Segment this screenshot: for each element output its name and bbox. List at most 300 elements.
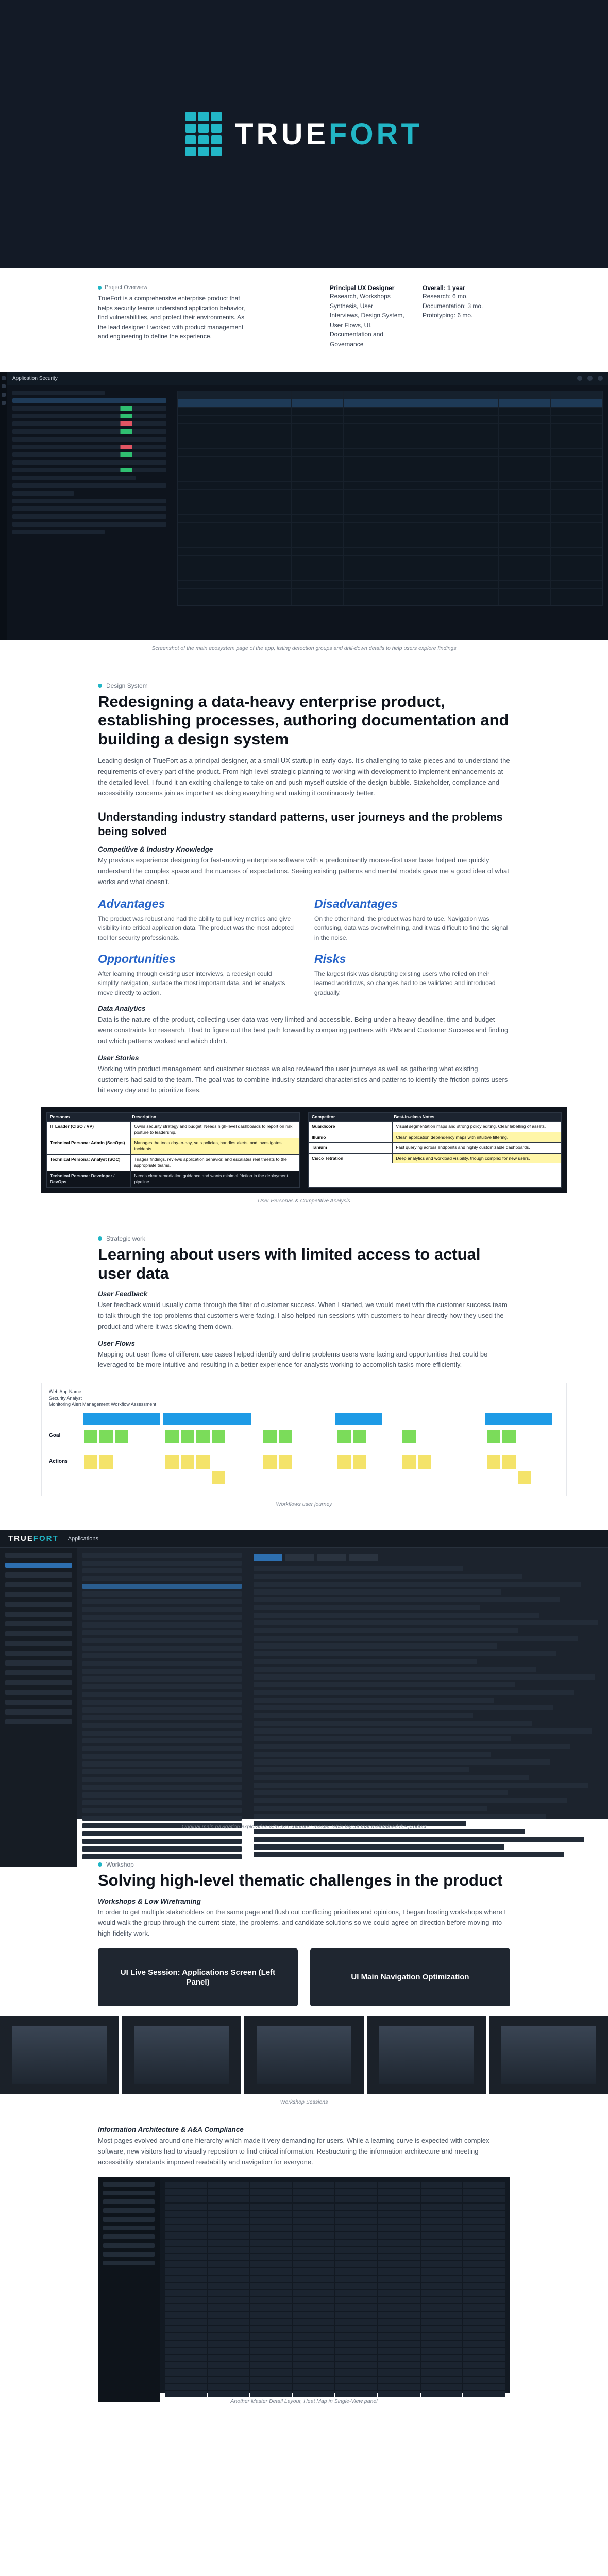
table-header [309,1113,561,1121]
heat-cell [165,2391,207,2397]
table-cell [292,465,343,473]
heat-cell [250,2247,292,2253]
heat-cell [208,2384,249,2390]
table-cell [447,531,499,539]
heat-cell [208,2225,249,2231]
subheading: User Stories [98,1054,139,1062]
heat-cell [293,2384,334,2390]
gear-icon[interactable] [2,401,6,405]
chart-icon[interactable] [2,393,6,397]
nav-item[interactable] [5,1602,72,1607]
nav-item[interactable] [5,1553,72,1558]
nav-item[interactable] [103,2226,155,2230]
table-cell [395,548,447,556]
table-cell [292,449,343,457]
list-item[interactable] [82,1715,242,1720]
table-cell [178,572,292,581]
heat-cell [250,2341,292,2347]
list-item[interactable] [82,1653,242,1658]
heat-cell [293,2240,334,2246]
heat-cell [293,2276,334,2282]
table-cell [344,523,396,531]
table-cell [447,523,499,531]
list-item[interactable] [12,421,166,426]
list-item[interactable] [82,1839,242,1844]
nav-item[interactable] [103,2182,155,2187]
heat-cell [378,2348,420,2354]
user-journey-map [41,1383,567,1496]
table-cell [551,531,603,539]
heat-cell [378,2290,420,2296]
sticky-note [502,1430,516,1443]
table-cell: Deep analytics and workload visibility, though complex for new users. [393,1154,561,1163]
table-cell [395,589,447,597]
list-item[interactable] [82,1800,242,1805]
nav-item[interactable] [103,2243,155,2248]
table-cell [344,408,396,416]
nav-item[interactable] [5,1563,72,1568]
shield-icon[interactable] [2,384,6,388]
persona-competitor-tables [41,1107,567,1193]
detail-tabs [254,1554,602,1561]
sticky-note [115,1430,128,1443]
heat-cell [165,2182,207,2188]
list-item[interactable] [82,1576,242,1581]
table-cell [395,498,447,506]
intro-spacer [252,284,325,349]
nav-item[interactable] [5,1621,72,1626]
intro-section-label [98,284,247,291]
heat-cell [208,2268,249,2275]
list-item[interactable] [12,429,166,434]
column-header[interactable] [395,391,447,399]
detail-row [254,1783,588,1788]
list-item[interactable] [12,452,166,457]
list-item[interactable] [82,1808,242,1813]
timeline-line: Research: 6 mo. [423,293,468,300]
list-item[interactable] [12,414,166,418]
heat-cell [208,2377,249,2383]
detail-row [254,1844,504,1850]
table-cell [178,498,292,506]
nav-item[interactable] [103,2217,155,2222]
journey-stage [163,1413,251,1425]
heat-cell [421,2218,463,2224]
detail-row [254,1837,584,1842]
list-item[interactable] [82,1769,242,1774]
list-item[interactable] [82,1777,242,1782]
heat-cell [378,2391,420,2397]
heat-cell [165,2362,207,2368]
table-cell [395,399,447,408]
list-item[interactable] [82,1738,242,1743]
table-cell [447,515,499,523]
table-cell [292,432,343,440]
nav-item[interactable] [5,1592,72,1597]
tab[interactable] [349,1554,378,1561]
heat-cell [208,2261,249,2267]
table-cell [344,506,396,515]
table-cell [344,539,396,548]
tab[interactable] [285,1554,314,1561]
list-item[interactable] [82,1700,242,1705]
table-cell: Needs clear remediation guidance and wants minimal friction in the deployment pipeline. [131,1171,299,1187]
table-cell [292,515,343,523]
table-cell: Technical Persona: Analyst (SOC) [47,1155,131,1171]
heat-cell [165,2254,207,2260]
column-header[interactable] [551,391,603,399]
list-item[interactable] [82,1754,242,1759]
heat-cell [293,2348,334,2354]
table-cell [551,457,603,465]
detail-row [254,1613,539,1618]
table-cell: Technical Persona: Developer / DevOps [47,1171,131,1187]
sticky-note [99,1455,113,1469]
heat-cell [463,2341,505,2347]
table-cell [395,424,447,432]
application-list [77,1548,247,1867]
table-cell [447,440,499,449]
search-icon[interactable] [577,376,582,381]
table-cell [499,424,550,432]
heat-cell [250,2196,292,2202]
table-row [309,1153,561,1163]
nav-item[interactable] [5,1670,72,1675]
heat-cell [250,2261,292,2267]
table-cell [395,506,447,515]
list-item[interactable] [82,1854,242,1859]
timeline-line: Prototyping: 6 mo. [423,312,473,319]
list-item[interactable] [82,1746,242,1751]
icon-rail [0,372,7,640]
list-item[interactable] [82,1846,242,1852]
heat-cell [421,2189,463,2195]
swot-title: Disadvantages [314,896,398,910]
list-item[interactable] [82,1676,242,1682]
list-item[interactable] [82,1684,242,1689]
figure-caption: Workshop Sessions [280,2099,328,2106]
heat-cell [208,2369,249,2376]
heat-cell [378,2362,420,2368]
brand-suffix: FORT [329,117,423,151]
table-cell [499,564,550,572]
heat-cell [250,2182,292,2188]
nav-item[interactable] [103,2199,155,2204]
figure-caption: User Personas & Competitive Analysis [258,1197,350,1204]
list-item[interactable] [82,1615,242,1620]
detail-row [254,1790,508,1795]
table-cell [447,498,499,506]
subheading: Competitive & Industry Knowledge [98,845,213,854]
workshop-photo [122,2016,241,2094]
list-item[interactable] [82,1761,242,1767]
list-item[interactable] [12,460,166,465]
list-item[interactable] [82,1553,242,1558]
nav-item[interactable] [5,1582,72,1587]
table-cell [344,515,396,523]
intro-summary: TrueFort is a comprehensive enterprise product that helps security teams understand application behavior, find vulnerabilities, and protect their environments. As the lead designer I worked with product management and engineering to define the experience. [98,295,245,341]
column-header[interactable] [447,391,499,399]
list-item[interactable] [82,1831,242,1836]
brand-prefix: TRUE [8,1534,33,1544]
intro-summary-col [98,284,247,349]
list-item[interactable] [82,1561,242,1566]
list-item[interactable] [12,530,105,534]
heat-cell [293,2355,334,2361]
heat-cell [250,2333,292,2340]
tab[interactable] [254,1554,282,1561]
nav-item[interactable] [103,2261,155,2265]
list-item[interactable] [82,1646,242,1651]
list-item[interactable] [12,499,166,503]
heat-cell [378,2204,420,2210]
heat-cell [463,2355,505,2361]
list-item[interactable] [12,437,166,442]
table-cell [499,572,550,581]
detail-row [254,1682,515,1687]
table-cell [292,440,343,449]
table-cell [344,581,396,589]
table-cell [344,548,396,556]
journey-workflow: Monitoring Alert Management Workflow Assessment [49,1402,156,1408]
heat-cell [208,2218,249,2224]
column-header[interactable] [178,391,292,399]
heat-cell [378,2268,420,2275]
nav-item[interactable] [5,1572,72,1578]
heat-cell [208,2304,249,2311]
heat-cell [165,2204,207,2210]
table-cell [447,564,499,572]
table-cell [292,399,343,408]
table-cell [499,548,550,556]
heat-cell [421,2369,463,2376]
list-item[interactable] [12,506,166,511]
detail-row [254,1698,494,1703]
nav-item[interactable] [5,1709,72,1715]
table-cell [178,440,292,449]
role-line: Synthesis, User [330,302,374,310]
table-cell [178,416,292,424]
heat-cell [421,2333,463,2340]
table-cell [499,539,550,548]
heat-cell [378,2189,420,2195]
sticky-note [487,1430,500,1443]
list-item[interactable] [82,1599,242,1604]
heat-cell [165,2333,207,2340]
list-item[interactable] [12,491,74,496]
nav-item[interactable] [5,1700,72,1705]
nav-item[interactable] [103,2252,155,2257]
heat-cell [293,2377,334,2383]
avatar[interactable] [598,376,603,381]
list-item[interactable] [12,522,166,527]
nav-item[interactable] [5,1631,72,1636]
bell-icon[interactable] [587,376,593,381]
table-cell [499,523,550,531]
list-item[interactable] [82,1669,242,1674]
heat-cell [421,2304,463,2311]
heat-cell [250,2304,292,2311]
detail-row [254,1636,578,1641]
list-item[interactable] [82,1568,242,1573]
heat-cell [165,2341,207,2347]
heat-cell [293,2312,334,2318]
heat-cell [421,2283,463,2289]
app-body [0,1548,608,1867]
heat-cell [378,2225,420,2231]
journey-header [49,1388,156,1408]
list-item[interactable] [12,483,166,488]
heat-cell [421,2268,463,2275]
detail-row [254,1628,518,1633]
list-item[interactable] [82,1607,242,1612]
list-item[interactable] [82,1785,242,1790]
list-item[interactable] [82,1622,242,1628]
sticky-note [402,1455,416,1469]
table-cell [395,482,447,490]
table-cell [178,581,292,589]
heat-cell [165,2196,207,2202]
nav-item[interactable] [5,1612,72,1617]
list-item[interactable] [82,1792,242,1798]
heat-cell [463,2362,505,2368]
heat-cell [250,2225,292,2231]
heat-cell [165,2218,207,2224]
list-item[interactable] [12,445,166,449]
list-item[interactable] [82,1584,242,1589]
list-item[interactable] [12,514,166,519]
heat-cell [463,2211,505,2217]
nav-item[interactable] [5,1680,72,1685]
heat-cell [335,2276,377,2282]
nav-item[interactable] [5,1641,72,1646]
hero-banner [0,0,608,268]
heat-cell [165,2225,207,2231]
column-header[interactable] [499,391,550,399]
table-row [309,1142,561,1153]
nav-item[interactable] [103,2191,155,2195]
list-item[interactable] [82,1630,242,1635]
heat-cell [250,2391,292,2397]
nav-item[interactable] [5,1690,72,1695]
heat-cell [250,2254,292,2260]
table-cell [178,515,292,523]
column-header[interactable] [344,391,396,399]
table-cell [551,556,603,564]
table-cell [292,564,343,572]
heat-cell [208,2283,249,2289]
heat-cell [250,2204,292,2210]
table-cell [447,482,499,490]
list-item[interactable] [12,476,136,480]
detail-row [254,1589,501,1595]
list-item[interactable] [82,1661,242,1666]
table-cell [499,399,550,408]
detail-row [254,1744,570,1749]
heat-cell [165,2312,207,2318]
heat-cell [293,2232,334,2239]
list-item[interactable] [82,1591,242,1597]
table-cell: Clean application dependency maps with intuitive filtering. [393,1132,561,1142]
table-cell [499,581,550,589]
heat-cell [208,2189,249,2195]
table-cell [499,490,550,498]
subheading: User Feedback [98,1290,148,1298]
table-cell [292,548,343,556]
detail-row [254,1582,581,1587]
heat-cell [208,2204,249,2210]
heat-cell [293,2326,334,2332]
list-item[interactable] [82,1816,242,1821]
heat-cell [293,2211,334,2217]
heat-cell [165,2268,207,2275]
sticky-note [196,1430,210,1443]
table-cell [178,564,292,572]
list-item[interactable] [82,1731,242,1736]
table-cell [344,473,396,482]
role-line: User Flows, UI, [330,321,373,329]
nav-item[interactable] [5,1719,72,1724]
heat-cell [208,2182,249,2188]
heat-cell [378,2355,420,2361]
heat-cell [421,2261,463,2267]
heat-cell [335,2326,377,2332]
nav-item[interactable] [5,1651,72,1656]
table-cell: Owns security strategy and budget. Needs high-level dashboards to report on risk posture to leadership. [134,1124,293,1135]
list-item[interactable] [12,398,166,403]
nav-item[interactable] [103,2208,155,2213]
list-item[interactable] [12,468,166,472]
table-cell [551,432,603,440]
list-item[interactable] [12,406,166,411]
list-item[interactable] [82,1638,242,1643]
table-cell [344,531,396,539]
heat-cell [250,2218,292,2224]
table-cell [551,548,603,556]
nav-item[interactable] [5,1660,72,1666]
heat-cell [250,2268,292,2275]
home-icon[interactable] [2,376,6,380]
column-header[interactable] [292,391,343,399]
table-cell [395,490,447,498]
table-cell [447,572,499,581]
heat-cell [335,2261,377,2267]
list-item[interactable] [82,1707,242,1713]
table-cell: Technical Persona: Admin (SecOps) [47,1138,131,1154]
tab[interactable] [317,1554,346,1561]
table-cell: Guardicore [309,1122,393,1131]
swot-title: Risks [314,952,346,965]
detail-row [254,1798,567,1803]
swot-title: Advantages [98,896,165,910]
table-cell [292,523,343,531]
detail-row [254,1852,564,1857]
table-cell [551,597,603,605]
table-cell [551,416,603,424]
app-screenshot-ecosystem [0,372,608,640]
heat-cell [335,2182,377,2188]
list-item[interactable] [82,1692,242,1697]
list-item[interactable] [82,1723,242,1728]
nav-item[interactable] [103,2234,155,2239]
heat-cell [293,2290,334,2296]
app-columns [7,385,608,640]
table-cell [499,473,550,482]
detail-row [254,1667,536,1672]
sticky-note [337,1430,351,1443]
table-cell [395,531,447,539]
sticky-note [337,1455,351,1469]
